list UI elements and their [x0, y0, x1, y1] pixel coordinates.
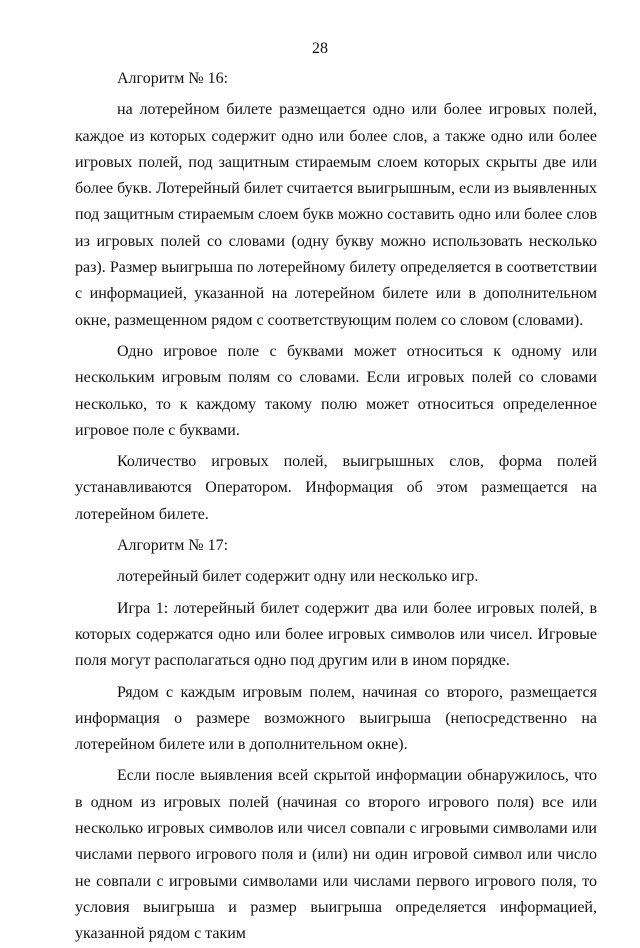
field-count-paragraph: Количество игровых полей, выигрышных слов, форма полей устанавливаются Оператором. Информация об этом размещается на лотерейном билете.: [75, 453, 597, 523]
algorithm-16-heading: Алгоритм № 16:: [117, 70, 229, 87]
games-count-paragraph: лотерейный билет содержит одну или несколько игр.: [117, 568, 479, 586]
prize-info-paragraph: Рядом с каждым игровым полем, начиная со второго, размещается информация о размере возможного выигрыша (непосредственно на лотерейном билете или в дополнительном окне).: [75, 683, 597, 754]
algorithm-16-rules-paragraph: на лотерейном билете размещается одно или более игровых полей, каждое из которых содержит одно или более слов, а также одно или более игровых полей, под защитным стираемым слоем которых скрыты две или более букв. Лотерейный билет считается выигрышным, если из выявленных под защитным стираемым слоем букв можно составить одно или более слов из игровых полей со словами (одну букву можно использовать несколько раз). Размер выигрыша по лотерейному билету определяется в соответствии с информацией, указанной на лотерейном билете или в дополнительном окне, размещенном рядом с соответствующим полем со словом (словами).: [75, 101, 597, 329]
letter-field-paragraph: Одно игровое поле с буквами может относиться к одному или нескольким игровым полям со словами. Если игровых полей со словами несколько, то к каждому такому полю может относиться определенное игровое поле с буквами.: [75, 342, 597, 439]
page-number: 28: [312, 40, 328, 57]
winning-condition-paragraph: Если после выявления всей скрытой информации обнаружилось, что в одном из игровых полей (начиная со второго игрового поля) все или несколько игровых символов или чисел совпали с игровыми символами или числами первого игрового поля и (или) ни один игровой символ или число не совпали с игровыми символами или числами первого игрового поля, то условия выигрыша и размер выигрыша определяется информацией, указанной рядом с таким: [75, 767, 597, 943]
document-body: [75, 66, 597, 948]
game-1-paragraph: Игра 1: лотерейный билет содержит два или более игровых полей, в которых содержатся одно или более игровых символов или чисел. Игровые поля могут располагаться одно под другим или в ином порядке.: [75, 599, 597, 670]
algorithm-17-heading: Алгоритм № 17:: [117, 537, 229, 555]
